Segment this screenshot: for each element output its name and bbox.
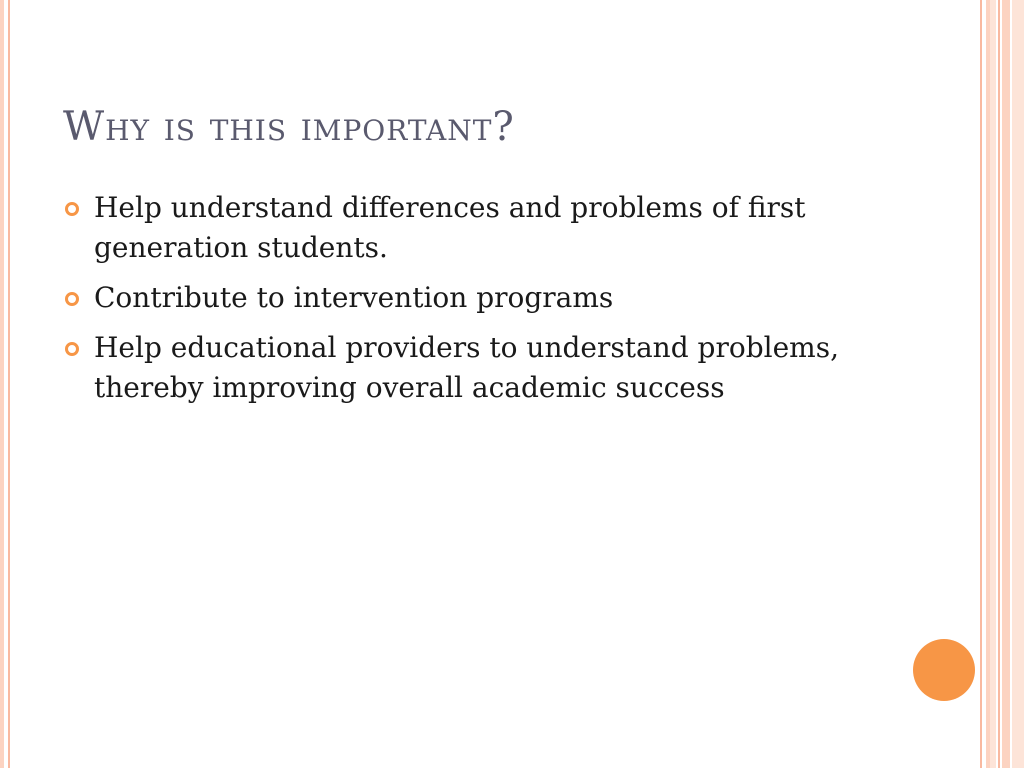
left-border-line	[0, 0, 4, 768]
right-border-stripe	[990, 0, 996, 768]
orange-circle-decoration	[913, 639, 975, 701]
bullet-item	[65, 278, 895, 318]
bullet-text: Help understand differences and problems of first generation students.	[94, 191, 806, 264]
bullet-ring-icon	[65, 292, 79, 306]
right-border-stripe	[980, 0, 982, 768]
bullet-item	[65, 328, 895, 408]
right-border-stripe	[1002, 0, 1010, 768]
bullet-ring-icon	[65, 202, 79, 216]
right-border-stripe	[998, 0, 1000, 768]
bullet-text: Help educational providers to understand problems, thereby improving overall academic success	[94, 331, 839, 404]
left-border-line	[8, 0, 10, 768]
bullet-list	[65, 188, 895, 418]
right-border-stripe	[1012, 0, 1024, 768]
slide-title: Why is this important?	[63, 104, 515, 150]
bullet-ring-icon	[65, 342, 79, 356]
bullet-text: Contribute to intervention programs	[94, 281, 614, 314]
bullet-item	[65, 188, 895, 268]
